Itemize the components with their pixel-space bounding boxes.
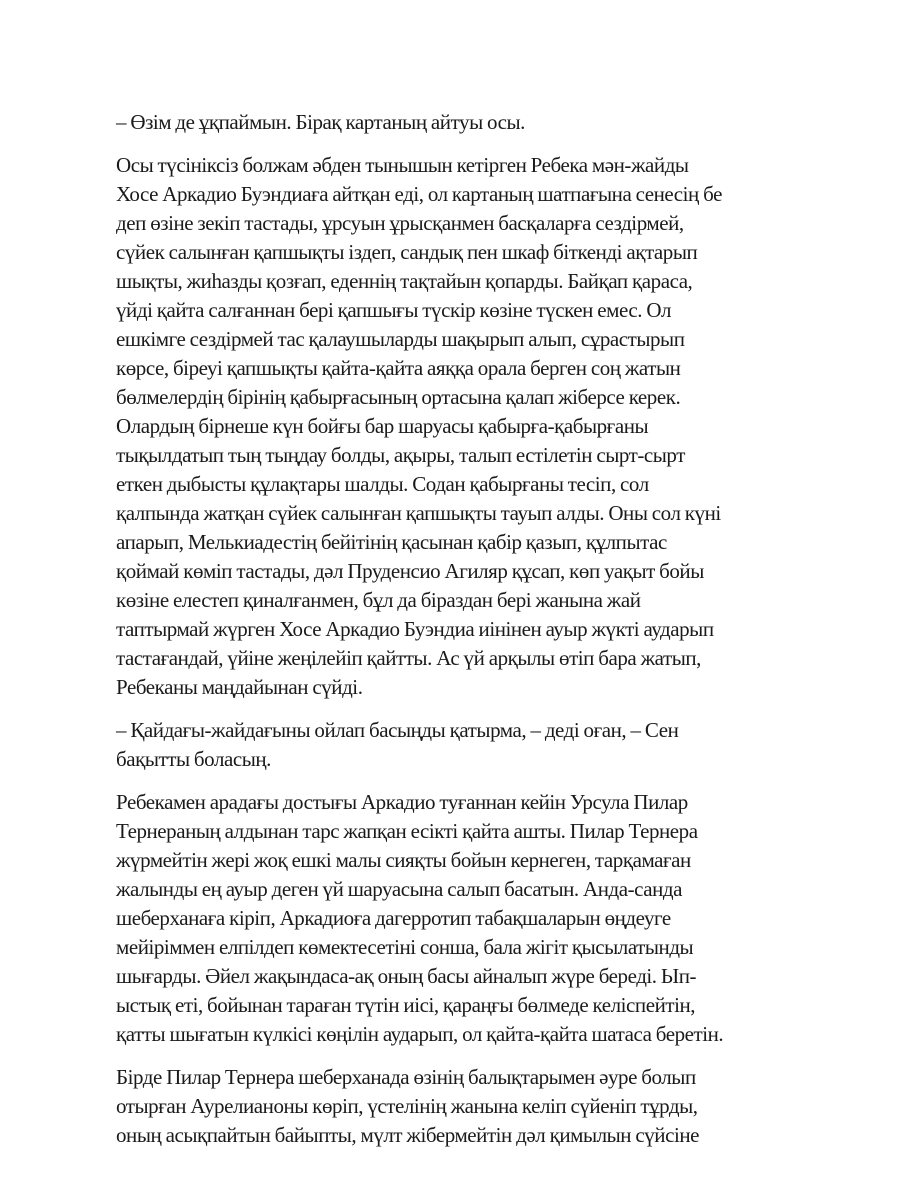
- paragraph: [116, 716, 806, 774]
- text-line: таптырмай жүрген Хосе Аркадио Буэндиа иінінен ауыр жүкті аударып: [116, 617, 714, 641]
- paragraph: [116, 151, 806, 702]
- text-line: жүрмейтін жері жоқ ешкі малы сияқты бойын кернеген, тарқамаған: [116, 848, 691, 872]
- text-line: көрсе, біреуі қапшықты қайта-қайта аяққа орала берген соң жатын: [116, 356, 681, 380]
- document-page: [116, 108, 806, 1164]
- text-line: қоймай көміп тастады, дәл Пруденсио Агиляр құсап, көп уақыт бойы: [116, 559, 704, 583]
- paragraph: [116, 108, 806, 137]
- text-line: еткен дыбысты құлақтары шалды. Содан қабырғаны тесіп, сол: [116, 472, 649, 496]
- text-line: үйді қайта салғаннан бері қапшығы түскір көзіне түскен емес. Ол: [116, 298, 672, 322]
- text-line: қалпында жатқан сүйек салынған қапшықты тауып алды. Оны сол күні: [116, 501, 721, 525]
- text-line: тастағандай, үйіне жеңілейіп қайтты. Ас үй арқылы өтіп бара жатып,: [116, 646, 701, 670]
- text-line: мейіріммен елпілдеп көмектесетіні сонша, бала жігіт қысылатынды: [116, 935, 694, 959]
- text-line: қатты шығатын күлкісі көңілін аударып, ол қайта-қайта шатаса беретін.: [116, 1022, 724, 1046]
- text-line: Ребеканы маңдайынан сүйді.: [116, 675, 363, 699]
- text-line: – Өзім де ұқпаймын. Бірақ картаның айтуы осы.: [116, 110, 525, 134]
- text-line: Олардың бірнеше күн бойғы бар шаруасы қабырға-қабырғаны: [116, 414, 649, 438]
- paragraph: [116, 788, 806, 1049]
- text-line: шеберханаға кіріп, Аркадиоға дагерротип табақшаларын өңдеуге: [116, 906, 671, 930]
- text-line: Ребекамен арадағы достығы Аркадио туғаннан кейін Урсула Пилар: [116, 790, 688, 814]
- text-line: бөлмелердің бірінің қабырғасының ортасына қалап жіберсе керек.: [116, 385, 681, 409]
- text-line: Бірде Пилар Тернера шеберханада өзінің балықтарымен әуре болып: [116, 1065, 696, 1089]
- text-line: көзіне елестеп қиналғанмен, бұл да біраздан бері жанына жай: [116, 588, 641, 612]
- text-line: Хосе Аркадио Буэндиаға айтқан еді, ол картаның шатпағына сенесің бе: [116, 182, 722, 206]
- text-line: тықылдатып тың тыңдау болды, ақыры, талып естілетін сырт-сырт: [116, 443, 685, 467]
- text-line: деп өзіне зекіп тастады, ұрсуын ұрысқанмен басқаларға сездірмей,: [116, 211, 684, 235]
- text-line: ыстық еті, бойынан тараған түтін иісі, қараңғы бөлмеде келіспейтін,: [116, 993, 696, 1017]
- text-line: сүйек салынған қапшықты іздеп, сандық пен шкаф біткенді ақтарып: [116, 240, 698, 264]
- text-line: ешкімге сездірмей тас қалаушыларды шақырып алып, сұрастырып: [116, 327, 685, 351]
- text-line: бақытты боласың.: [116, 747, 271, 771]
- text-line: шықты, жиһазды қозғап, еденнің тақтайын қопарды. Байқап қараса,: [116, 269, 693, 293]
- text-line: Осы түсініксіз болжам әбден тынышын кетірген Ребека мән-жайды: [116, 153, 689, 177]
- text-line: Тернераның алдынан тарс жапқан есікті қайта ашты. Пилар Тернера: [116, 819, 698, 843]
- text-line: отырған Аурелианоны көріп, үстелінің жанына келіп сүйеніп тұрды,: [116, 1094, 698, 1118]
- text-line: жалынды ең ауыр деген үй шаруасына салып басатын. Анда-санда: [116, 877, 683, 901]
- paragraph: [116, 1063, 806, 1150]
- text-line: – Қайдағы-жайдағыны ойлап басыңды қатырма, – деді оған, – Сен: [116, 718, 679, 742]
- text-line: шығарды. Әйел жақындаса-ақ оның басы айналып жүре береді. Ып-: [116, 964, 697, 988]
- text-line: апарып, Мелькиадестің бейітінің қасынан қабір қазып, құлпытас: [116, 530, 667, 554]
- text-line: оның асықпайтын байыпты, мүлт жібермейтін дәл қимылын сүйсіне: [116, 1123, 700, 1147]
